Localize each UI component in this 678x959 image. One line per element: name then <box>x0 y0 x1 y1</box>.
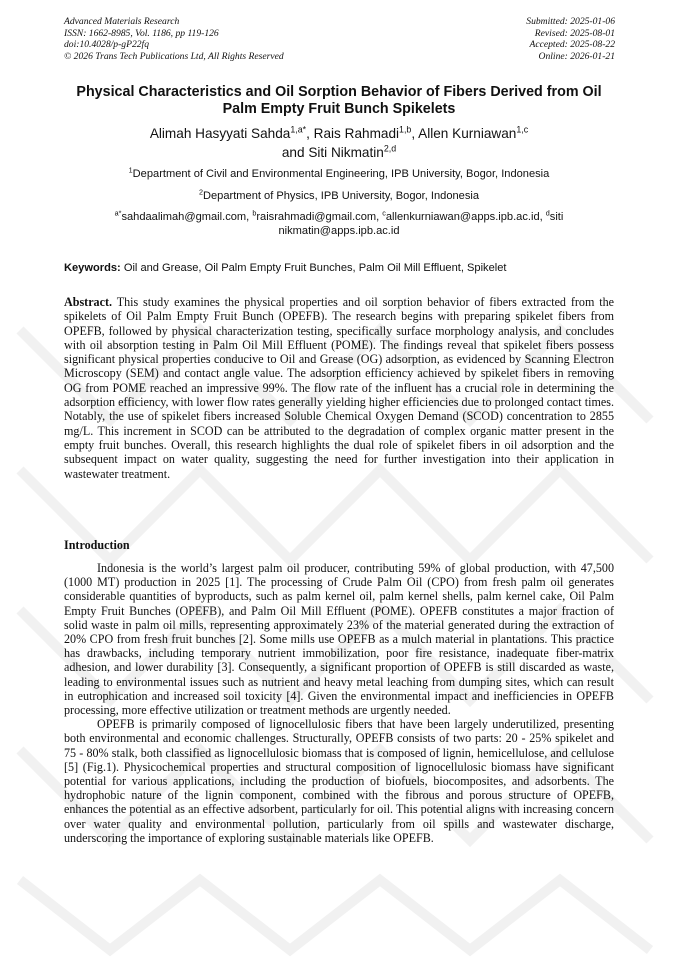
keywords-label: Keywords: <box>64 262 121 274</box>
author-affiliation-marker: 1,a* <box>290 124 307 135</box>
keywords <box>64 262 616 276</box>
author-list: Alimah Hasyyati Sahda$^{1,a*}$, Rais Rahmadi$^{1,b}$, Allen Kurniawan$^{1,c}$ and Siti Nikmatin$^{2,d}$ <box>149 124 529 160</box>
publication-dates <box>526 16 615 62</box>
author-affiliation-marker: 2,d <box>383 143 397 154</box>
paragraph: OPEFB is primarily composed of lignocellulosic fibers that have been largely underutilized, presenting both environmental and economic challenges. Structurally, OPEFB consists of two parts: 20 - 25% spikelet and 75 - 80% stalk, both classified as lignocellulosic biomass that is composed of lignin, hemicellulose, and cellulose [5] (Fig.1). Physicochemical properties and structural composition of lignocellulosic biomass have significant potential for various applications, including the production of biofuels, biocomposites, and adsorbents. The hydrophobic nature of the lignin component, combined with the fibrous and porous structure of OPEFB, enhances the potential as an effective adsorbent, particularly for oil. This potential aligns with increasing concern over water quality and environmental pollution, particularly from oil spills and wastewater discharge, underscoring the importance of exploring sustainable materials like OPEFB. <box>64 717 614 845</box>
revised-date: Revised: 2025-08-01 <box>534 27 615 39</box>
affiliation-2: $^2$Department of Physics, IPB University, Bogor, Indonesia <box>198 187 480 202</box>
submitted-date: Submitted: 2025-01-06 <box>526 16 615 27</box>
issn-line: ISSN: 1662-8985, Vol. 1186, pp 119-126 <box>64 27 219 39</box>
author-name: Rais Rahmadi <box>313 126 400 141</box>
email-link[interactable]: raisrahmadi@gmail.com, <box>256 211 383 223</box>
journal-name: Advanced Materials Research <box>64 16 180 27</box>
abstract <box>64 295 614 481</box>
accepted-date: Accepted: 2025-08-22 <box>529 39 615 50</box>
email-list: $^{a*}$sahdaalimah@gmail.com, $^b$raisrahmadi@gmail.com, $^c$allenkurniawan@apps.ipb.ac.id, $^d$siti nikmatin@apps.ipb.ac.id <box>114 208 564 237</box>
section-heading-introduction: Introduction <box>64 538 130 552</box>
paper-title: Physical Characteristics and Oil Sorption Behavior of Fibers Derived from Oil Palm Empty Fruit Bunch Spikelets <box>76 84 602 117</box>
introduction-body <box>64 561 614 845</box>
author-affiliation-marker: 1,c <box>516 124 529 135</box>
author-name: Siti Nikmatin <box>308 145 384 160</box>
author-name: Alimah Hasyyati Sahda <box>149 126 291 141</box>
copyright-line: © 2026 Trans Tech Publications Ltd, All Rights Reserved <box>64 50 284 62</box>
paragraph: Indonesia is the world’s largest palm oil producer, contributing 59% of global production, with 47,500 (1000 MT) production in 2025 [1]. The processing of Crude Palm Oil (CPO) from fresh palm oil generates considerable quantities of byproducts, such as palm kernel oil, palm kernel shells, palm kernel cake, Oil Palm Empty Fruit Bunches (OPEFB), and Palm Oil Mill Effluent (POME). OPEFB constitutes a major fraction of solid waste in palm oil mills, representing approximately 23% of the material generated during the extraction of 20% CPO from fresh fruit bunches [2]. Some mills use OPEFB as a mulch material in plantations. This practice has drawbacks, including temporary nutrient immobilization, poor fire resistance, inadequate fiber-matrix adhesion, and lower durability [3]. Consequently, a significant proportion of OPEFB is still discarded as waste, leading to environmental issues such as nutrient and heavy metal leaching from dumping sites, which can result in eutrophication and increased soil toxicity [4]. Given the environmental impact and inefficiencies in OPEFB processing, more effective utilization or treatment methods are urgently needed. <box>64 561 614 718</box>
doi-line: doi:10.4028/p-gP22fq <box>64 39 150 50</box>
online-date: Online: 2026-01-21 <box>538 50 615 62</box>
affiliation-1: $^1$Department of Civil and Environmental Engineering, IPB University, Bogor, Indonesia <box>128 165 550 180</box>
email-link[interactable]: allenkurniawan@apps.ipb.ac.id, <box>385 211 546 223</box>
author-name: Allen Kurniawan <box>418 126 517 141</box>
email-link[interactable]: sahdaalimah@gmail.com, <box>121 211 253 223</box>
journal-info <box>64 16 284 62</box>
abstract-text: This study examines the physical properties and oil sorption behavior of fibers extracted from the spikelets of Oil Palm Empty Fruit Bunch (OPEFB). The research begins with preparing spikelet fibers from OPEFB, followed by physical characterization testing, specifically surface morphology analysis, and concludes with oil absorption testing in Palm Oil Mill Effluent (POME). The findings reveal that spikelet fibers possess significant physical properties conducive to Oil and Grease (OG) adsorption, as evidenced by Scanning Electron Microscopy (SEM) and contact angle value. The adsorption efficiency achieved by spikelet fibers in removing OG from POME reached an impressive 99%. The flow rate of the influent has a crucial role in determining the adsorption efficiency, with lower flow rates generally yielding higher efficiencies due to prolonged contact times. Notably, the use of spikelet fibers increased Soluble Chemical Oxygen Demand (SCOD) concentration to 2855 mg/L. This increment in SCOD can be attributed to the degradation of complex organic matter present in the empty fruit bunches. Overall, this research highlights the dual role of spikelet fibers in oil adsorption and the subsequent impact on water quality, suggesting the need for further investigation into their application in wastewater treatment. <box>64 295 614 481</box>
keywords-text: Oil and Grease, Oil Palm Empty Fruit Bunches, Palm Oil Mill Effluent, Spikelet <box>123 262 507 274</box>
author-affiliation-marker: 1,b <box>399 124 412 135</box>
abstract-label: Abstract. <box>64 295 113 309</box>
email-link[interactable]: siti nikmatin@apps.ipb.ac.id <box>278 211 564 237</box>
